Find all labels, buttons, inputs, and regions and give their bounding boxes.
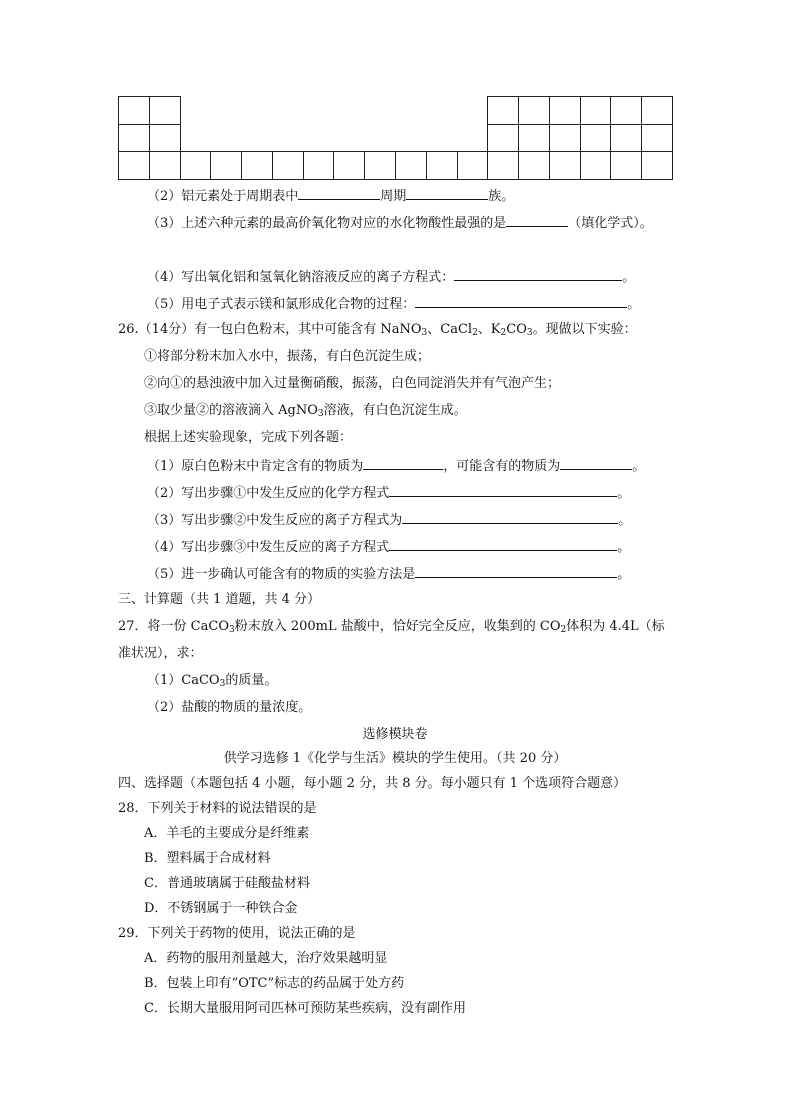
q27-stem-line1 <box>118 618 665 636</box>
table-cell <box>303 151 335 180</box>
q26-part4 <box>147 537 630 557</box>
q26-part3-text: （3）写出步骤②中发生反应的离子方程式为 <box>147 513 403 528</box>
table-cell <box>549 96 581 125</box>
subscript: 3 <box>421 328 428 338</box>
subscript: 2 <box>472 328 478 338</box>
q26-step3 <box>144 402 467 420</box>
section-3-heading: 三、计算题（共 1 道题，共 4 分） <box>118 592 321 607</box>
table-cell <box>641 124 673 153</box>
q26-part1-text: ，可能含有的物质为 <box>443 459 561 474</box>
q28-option-d: D．不锈钢属于一种铁合金 <box>144 901 298 916</box>
table-cell <box>149 96 181 125</box>
subscript: 3 <box>526 328 533 338</box>
q25-part4-text-b: 。 <box>622 270 636 285</box>
q27-text: 体积为 4.4L（标 <box>566 619 665 634</box>
table-cell <box>149 124 181 153</box>
q25-part3-text-b: （填化学式）。 <box>568 216 653 231</box>
q26-step2: ②向①的悬浊液中加入过量衡硝酸，振荡，白色同淀消失并有气泡产生； <box>144 376 561 391</box>
table-cell <box>610 124 642 153</box>
q26-stem-text: 26.（14分）有一包白色粉末，其中可能含有 NaNO <box>118 322 422 337</box>
table-cell <box>610 96 642 125</box>
q25-part2-text-c: 族。 <box>488 189 515 204</box>
section-4-heading: 四、选择题（本题包括 4 小题，每小题 2 分，共 8 分。每小题只有 1 个选项符合题意） <box>118 776 627 791</box>
q26-part4-text: （4）写出步骤③中发生反应的离子方程式 <box>147 540 390 555</box>
table-cell <box>149 151 181 180</box>
answer-blank[interactable] <box>363 456 443 470</box>
answer-blank[interactable] <box>560 456 632 470</box>
q25-part4-text-a: （4）写出氧化铝和氢氧化钠溶液反应的离子方程式： <box>147 270 455 285</box>
q26-part3 <box>147 510 631 530</box>
subscript: 3 <box>219 679 226 689</box>
q25-part5 <box>147 294 640 314</box>
answer-blank[interactable] <box>415 564 617 578</box>
elective-title: 选修模块卷 <box>362 727 428 742</box>
q29-option-c: C．长期大量服用阿司匹林可预防某些疾病，没有副作用 <box>144 1001 466 1016</box>
table-cell <box>118 151 150 180</box>
q26-stem-text: CO <box>506 322 527 337</box>
q26-part3-text: 。 <box>618 513 632 528</box>
q29-option-b: B．包装上印有“OTC”标志的药品属于处方药 <box>144 976 405 991</box>
table-cell <box>487 96 519 125</box>
q26-part1-text: （1）原白色粉末中肯定含有的物质为 <box>147 459 364 474</box>
q26-part2-text: （2）写出步骤①中发生反应的化学方程式 <box>147 486 390 501</box>
answer-blank[interactable] <box>506 213 568 227</box>
q26-part1-text: 。 <box>632 459 646 474</box>
q26-step3-text: 溶液，有白色沉淀生成。 <box>323 403 467 418</box>
table-cell <box>333 151 365 180</box>
q26-part4-text: 。 <box>617 540 631 555</box>
answer-blank[interactable] <box>389 537 617 551</box>
q27-part1-text: （1）CaCO <box>147 673 220 688</box>
elective-subtitle: 供学习选修 1《化学与生活》模块的学生使用。（共 20 分） <box>223 751 567 766</box>
table-cell <box>364 151 396 180</box>
table-cell <box>210 151 242 180</box>
q25-part2 <box>147 186 514 206</box>
table-cell <box>457 151 489 180</box>
table-cell <box>118 96 150 125</box>
q25-part3 <box>147 213 653 233</box>
answer-blank[interactable] <box>402 510 618 524</box>
subscript: 3 <box>317 409 324 419</box>
q28-option-c: C．普通玻璃属于硅酸盐材料 <box>144 876 310 891</box>
table-cell <box>610 151 642 180</box>
q28-option-b: B．塑料属于合成材料 <box>144 851 271 866</box>
subscript: 2 <box>560 625 567 635</box>
table-cell <box>180 151 212 180</box>
q27-text: 27．将一份 CaCO <box>118 619 229 634</box>
table-cell <box>518 124 550 153</box>
q28-option-a: A．羊毛的主要成分是纤维素 <box>144 826 310 841</box>
table-cell <box>241 151 273 180</box>
q26-part2-text: 。 <box>617 486 631 501</box>
table-cell <box>395 151 427 180</box>
q26-part5 <box>147 564 630 584</box>
table-cell <box>580 96 612 125</box>
q26-part5-text: 。 <box>617 567 631 582</box>
answer-blank[interactable] <box>298 186 380 200</box>
q29-option-a: A．药物的服用剂量越大，治疗效果越明显 <box>144 951 388 966</box>
q26-step3-text: ③取少量②的溶液滴入 AgNO <box>144 403 318 418</box>
answer-blank[interactable] <box>415 294 627 308</box>
q29-stem: 29．下列关于药物的使用，说法正确的是 <box>118 926 356 941</box>
table-cell <box>487 124 519 153</box>
table-cell <box>518 151 550 180</box>
periodic-table-grid <box>118 96 672 179</box>
q27-part1 <box>147 672 277 690</box>
answer-blank[interactable] <box>389 483 617 497</box>
table-cell <box>118 124 150 153</box>
table-cell <box>272 151 304 180</box>
q26-part5-text: （5）进一步确认可能含有的物质的实验方法是 <box>147 567 416 582</box>
q26-intro: 根据上述实验现象，完成下列各题： <box>144 430 353 445</box>
q25-part5-text-a: （5）用电子式表示镁和氯形成化合物的过程： <box>147 297 416 312</box>
table-cell <box>641 151 673 180</box>
q26-step1: ①将部分粉末加入水中，振荡，有白色沉淀生成； <box>144 349 431 364</box>
q26-stem-text: 。现做以下实验： <box>532 322 637 337</box>
q27-part2: （2）盐酸的物质的量浓度。 <box>147 700 312 715</box>
q27-stem-line2: 准状况），求： <box>118 646 203 661</box>
q26-stem <box>118 321 637 339</box>
table-cell <box>580 151 612 180</box>
table-cell <box>641 96 673 125</box>
table-cell <box>580 124 612 153</box>
table-cell <box>549 151 581 180</box>
answer-blank[interactable] <box>406 186 488 200</box>
q28-stem: 28．下列关于材料的说法错误的是 <box>118 801 317 816</box>
q25-part2-text-a: （2）铝元素处于周期表中 <box>147 189 299 204</box>
q26-stem-text: 、CaCl <box>427 322 473 337</box>
subscript: 3 <box>228 625 235 635</box>
q25-part5-text-b: 。 <box>627 297 641 312</box>
q26-stem-text: 、K <box>477 322 501 337</box>
table-cell <box>426 151 458 180</box>
table-cell <box>518 96 550 125</box>
q26-part1 <box>147 456 645 476</box>
answer-blank[interactable] <box>454 267 622 281</box>
subscript: 2 <box>500 328 507 338</box>
q27-text: 粉末放入 200mL 盐酸中，恰好完全反应，收集到的 CO <box>234 619 561 634</box>
table-cell <box>487 151 519 180</box>
q25-part3-text-a: （3）上述六种元素的最高价氧化物对应的水化物酸性最强的是 <box>147 216 507 231</box>
q25-part2-text-b: 周期 <box>380 189 407 204</box>
q27-part1-text: 的质量。 <box>225 673 278 688</box>
table-cell <box>549 124 581 153</box>
q26-part2 <box>147 483 630 503</box>
q25-part4 <box>147 267 635 287</box>
